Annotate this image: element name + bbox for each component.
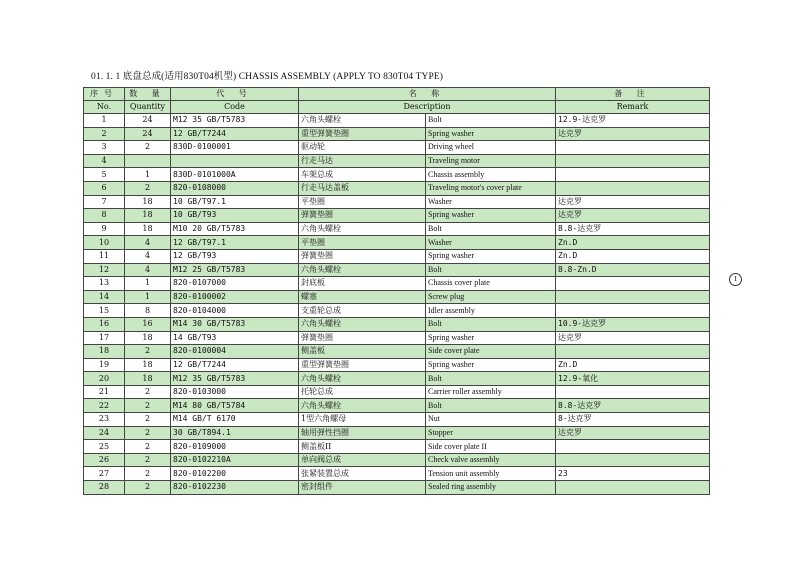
row-name-en: Traveling motor — [426, 154, 556, 168]
row-name-cn: 侧盖板II — [299, 440, 426, 454]
parts-table — [83, 87, 710, 495]
row-qty: 2 — [125, 141, 171, 155]
row-name-cn: 行走马达 — [299, 154, 426, 168]
row-name-cn: 张紧装置总成 — [299, 467, 426, 481]
row-name-cn: 驱动轮 — [299, 141, 426, 155]
row-remark: 8-达克罗 — [556, 413, 710, 427]
row-remark — [556, 277, 710, 291]
row-name-en: Tension unit assembly — [426, 467, 556, 481]
row-remark: 23 — [556, 467, 710, 481]
row-no: 18 — [84, 345, 125, 359]
row-qty: 2 — [125, 467, 171, 481]
row-no: 19 — [84, 358, 125, 372]
row-qty: 2 — [125, 399, 171, 413]
row-name-en: Bolt — [426, 399, 556, 413]
row-name-cn: 轴用弹性挡圈 — [299, 426, 426, 440]
row-code: 820-0102230 — [171, 481, 299, 495]
row-name-en: Idler assembly — [426, 304, 556, 318]
header-desc-en: Description — [299, 101, 556, 114]
row-name-en: Bolt — [426, 114, 556, 128]
row-qty: 4 — [125, 249, 171, 263]
table-row — [84, 195, 710, 209]
row-code: 820-0100004 — [171, 345, 299, 359]
row-code: M12 35 GB/T5783 — [171, 372, 299, 386]
row-remark: 达克罗 — [556, 331, 710, 345]
row-qty: 2 — [125, 345, 171, 359]
row-code: 820-0100002 — [171, 290, 299, 304]
row-no: 17 — [84, 331, 125, 345]
row-no: 24 — [84, 426, 125, 440]
row-no: 8 — [84, 209, 125, 223]
table-row — [84, 413, 710, 427]
row-name-cn: 车架总成 — [299, 168, 426, 182]
row-remark: 12.9-氧化 — [556, 372, 710, 386]
table-row — [84, 209, 710, 223]
row-code: M10 20 GB/T5783 — [171, 222, 299, 236]
row-qty: 18 — [125, 209, 171, 223]
row-no: 21 — [84, 385, 125, 399]
row-code: M12 25 GB/T5783 — [171, 263, 299, 277]
header-no-en: No. — [84, 101, 125, 114]
row-name-en: Screw plug — [426, 290, 556, 304]
row-qty: 2 — [125, 453, 171, 467]
row-name-cn: 侧盖板 — [299, 345, 426, 359]
row-code: 12 GB/T93 — [171, 249, 299, 263]
table-row — [84, 440, 710, 454]
row-name-en: Stopper — [426, 426, 556, 440]
row-name-en: Nut — [426, 413, 556, 427]
row-name-en: Spring washer — [426, 331, 556, 345]
row-remark: 12.9-达克罗 — [556, 114, 710, 128]
row-qty: 2 — [125, 481, 171, 495]
table-row — [84, 372, 710, 386]
row-remark — [556, 453, 710, 467]
row-remark: Zn.D — [556, 236, 710, 250]
row-name-cn: 螺塞 — [299, 290, 426, 304]
row-no: 10 — [84, 236, 125, 250]
row-name-cn: 六角头螺栓 — [299, 372, 426, 386]
row-no: 1 — [84, 114, 125, 128]
row-name-en: Chassis cover plate — [426, 277, 556, 291]
row-no: 20 — [84, 372, 125, 386]
row-name-cn: 行走马达盖板 — [299, 181, 426, 195]
row-name-en: Washer — [426, 195, 556, 209]
row-code: 830D-0101000A — [171, 168, 299, 182]
row-name-en: Check valve assembly — [426, 453, 556, 467]
row-remark — [556, 154, 710, 168]
row-code: 10 GB/T97.1 — [171, 195, 299, 209]
row-qty: 4 — [125, 263, 171, 277]
row-name-en: Sealed ring assembly — [426, 481, 556, 495]
row-remark: 8.8-达克罗 — [556, 222, 710, 236]
header-code-en: Code — [171, 101, 299, 114]
table-row — [84, 141, 710, 155]
header-remark-en: Remark — [556, 101, 710, 114]
row-qty: 18 — [125, 195, 171, 209]
row-remark: 10.9-达克罗 — [556, 317, 710, 331]
row-remark: 8.8-Zn.D — [556, 263, 710, 277]
row-qty: 24 — [125, 114, 171, 128]
table-row — [84, 358, 710, 372]
row-name-en: Traveling motor's cover plate — [426, 181, 556, 195]
row-qty: 2 — [125, 385, 171, 399]
table-body — [84, 114, 710, 495]
row-code: 12 GB/T97.1 — [171, 236, 299, 250]
row-name-cn: 弹簧垫圈 — [299, 249, 426, 263]
row-name-cn: 托轮总成 — [299, 385, 426, 399]
row-name-cn: 六角头螺栓 — [299, 263, 426, 277]
header-qty-cn: 数 量 — [125, 88, 171, 101]
row-remark — [556, 385, 710, 399]
row-no: 2 — [84, 127, 125, 141]
row-code: M12 35 GB/T5783 — [171, 114, 299, 128]
row-qty: 2 — [125, 426, 171, 440]
row-qty: 1 — [125, 277, 171, 291]
row-name-en: Driving wheel — [426, 141, 556, 155]
row-no: 27 — [84, 467, 125, 481]
row-name-en: Spring washer — [426, 249, 556, 263]
row-code: 830D-0100001 — [171, 141, 299, 155]
row-no: 23 — [84, 413, 125, 427]
table-row — [84, 290, 710, 304]
row-qty: 18 — [125, 331, 171, 345]
header-remark-cn: 备 注 — [556, 88, 710, 101]
row-name-cn: 六角头螺栓 — [299, 317, 426, 331]
row-remark — [556, 168, 710, 182]
row-no: 9 — [84, 222, 125, 236]
row-name-en: Bolt — [426, 372, 556, 386]
table-row — [84, 426, 710, 440]
table-row — [84, 154, 710, 168]
row-no: 15 — [84, 304, 125, 318]
table-row — [84, 263, 710, 277]
row-name-cn: 1型六角螺母 — [299, 413, 426, 427]
header-qty-en: Quantity — [125, 101, 171, 114]
row-name-cn: 封底板 — [299, 277, 426, 291]
row-qty: 1 — [125, 290, 171, 304]
table-row — [84, 331, 710, 345]
row-name-en: Washer — [426, 236, 556, 250]
row-code: 12 GB/T7244 — [171, 358, 299, 372]
row-remark — [556, 304, 710, 318]
row-name-en: Spring washer — [426, 209, 556, 223]
row-name-en: Bolt — [426, 263, 556, 277]
row-remark — [556, 440, 710, 454]
row-name-en: Side cover plate — [426, 345, 556, 359]
table-row — [84, 236, 710, 250]
row-no: 26 — [84, 453, 125, 467]
header-code-cn: 代 号 — [171, 88, 299, 101]
row-code: 12 GB/T7244 — [171, 127, 299, 141]
row-code: 14 GB/T93 — [171, 331, 299, 345]
row-remark: 达克罗 — [556, 127, 710, 141]
table-row — [84, 114, 710, 128]
row-qty: 4 — [125, 236, 171, 250]
table-row — [84, 481, 710, 495]
row-name-cn: 平垫圈 — [299, 195, 426, 209]
row-qty: 16 — [125, 317, 171, 331]
row-no: 3 — [84, 141, 125, 155]
row-remark — [556, 290, 710, 304]
row-code: 820-0104000 — [171, 304, 299, 318]
row-no: 14 — [84, 290, 125, 304]
page-title: 01. 1. 1 底盘总成(适用830T04机型) CHASSIS ASSEMBLY (APPLY TO 830T04 TYPE) — [91, 72, 443, 82]
row-no: 11 — [84, 249, 125, 263]
row-code: 820-0102210A — [171, 453, 299, 467]
row-name-cn: 重型弹簧垫圈 — [299, 358, 426, 372]
row-no: 22 — [84, 399, 125, 413]
table-row — [84, 181, 710, 195]
row-code: M14 30 GB/T5783 — [171, 317, 299, 331]
row-qty: 2 — [125, 440, 171, 454]
table-row — [84, 345, 710, 359]
row-no: 13 — [84, 277, 125, 291]
table-row — [84, 277, 710, 291]
row-name-en: Side cover plate II — [426, 440, 556, 454]
row-remark: 达克罗 — [556, 426, 710, 440]
row-no: 12 — [84, 263, 125, 277]
row-name-cn: 支重轮总成 — [299, 304, 426, 318]
row-no: 25 — [84, 440, 125, 454]
header-no-cn: 序号 — [84, 88, 125, 101]
row-name-en: Spring washer — [426, 358, 556, 372]
row-qty: 8 — [125, 304, 171, 318]
table-row — [84, 249, 710, 263]
row-code: 820-0108000 — [171, 181, 299, 195]
row-qty: 1 — [125, 168, 171, 182]
row-remark — [556, 481, 710, 495]
row-name-cn: 单向阀总成 — [299, 453, 426, 467]
row-name-cn: 六角头螺栓 — [299, 114, 426, 128]
row-name-en: Spring washer — [426, 127, 556, 141]
header-desc-cn: 名 称 — [299, 88, 556, 101]
row-remark: Zn.D — [556, 358, 710, 372]
row-no: 16 — [84, 317, 125, 331]
row-name-cn: 重型弹簧垫圈 — [299, 127, 426, 141]
row-code: 10 GB/T93 — [171, 209, 299, 223]
table-row — [84, 399, 710, 413]
page-number-mark: I — [729, 273, 742, 286]
table-row — [84, 168, 710, 182]
row-code: M14 GB/T 6170 — [171, 413, 299, 427]
row-remark: 8.8-达克罗 — [556, 399, 710, 413]
row-remark — [556, 345, 710, 359]
row-code: 820-0103000 — [171, 385, 299, 399]
row-no: 7 — [84, 195, 125, 209]
row-remark: 达克罗 — [556, 195, 710, 209]
table-row — [84, 317, 710, 331]
row-code: 820-0109000 — [171, 440, 299, 454]
row-code — [171, 154, 299, 168]
row-name-cn: 密封组件 — [299, 481, 426, 495]
row-no: 28 — [84, 481, 125, 495]
table-row — [84, 304, 710, 318]
row-name-en: Bolt — [426, 222, 556, 236]
row-qty: 18 — [125, 372, 171, 386]
row-code: M14 80 GB/T5784 — [171, 399, 299, 413]
row-name-en: Chassis assembly — [426, 168, 556, 182]
row-no: 4 — [84, 154, 125, 168]
row-remark — [556, 181, 710, 195]
row-qty — [125, 154, 171, 168]
table-row — [84, 222, 710, 236]
row-no: 5 — [84, 168, 125, 182]
row-name-cn: 平垫圈 — [299, 236, 426, 250]
row-code: 30 GB/T894.1 — [171, 426, 299, 440]
table-row — [84, 453, 710, 467]
row-no: 6 — [84, 181, 125, 195]
row-remark: 达克罗 — [556, 209, 710, 223]
row-code: 820-0102200 — [171, 467, 299, 481]
row-qty: 2 — [125, 181, 171, 195]
table-header — [84, 88, 710, 114]
row-qty: 2 — [125, 413, 171, 427]
row-name-en: Carrier roller assembly — [426, 385, 556, 399]
row-name-cn: 六角头螺栓 — [299, 399, 426, 413]
table-row — [84, 467, 710, 481]
row-name-en: Bolt — [426, 317, 556, 331]
row-name-cn: 六角头螺栓 — [299, 222, 426, 236]
row-qty: 24 — [125, 127, 171, 141]
row-remark — [556, 141, 710, 155]
row-qty: 18 — [125, 358, 171, 372]
row-qty: 18 — [125, 222, 171, 236]
table-row — [84, 385, 710, 399]
row-name-cn: 弹簧垫圈 — [299, 209, 426, 223]
row-code: 820-0107000 — [171, 277, 299, 291]
row-remark: Zn.D — [556, 249, 710, 263]
row-name-cn: 弹簧垫圈 — [299, 331, 426, 345]
table-row — [84, 127, 710, 141]
